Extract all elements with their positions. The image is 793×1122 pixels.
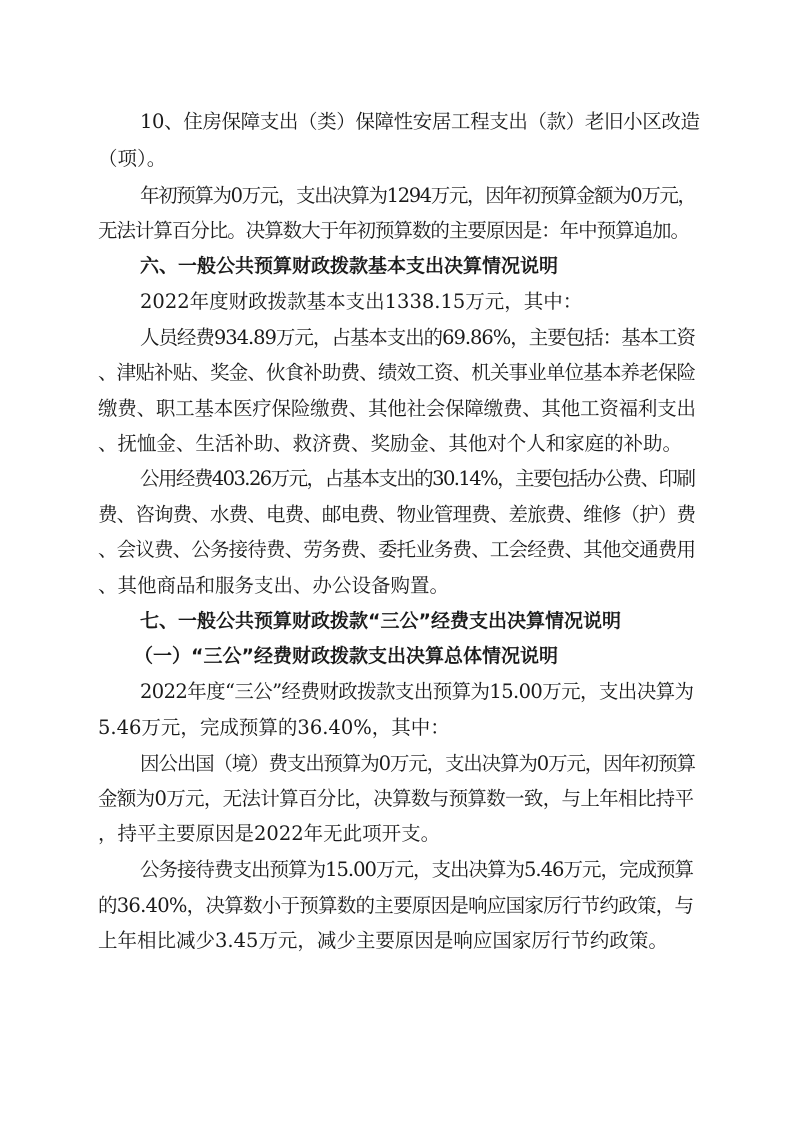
text-line: 2022年度财政拨款基本支出1338.15万元，其中：: [140, 290, 583, 313]
text-line: ，持平主要原因是2022年无此项开支。: [98, 822, 441, 845]
text-line: 、津贴补贴、奖金、伙食补助费、绩效工资、机关事业单位基本养老保险: [98, 361, 696, 384]
text-line: 上年相比减少3.45万元，减少主要原因是响应国家厉行节约政策。: [98, 929, 668, 952]
text-line: 、抚恤金、生活补助、救济费、奖励金、其他对个人和家庭的补助。: [98, 432, 682, 455]
text-line: 的36.40%，决算数小于预算数的主要原因是响应国家厉行节约政策，与: [98, 894, 694, 917]
text-line: 公用经费403.26万元，占基本支出的30.14%，主要包括办公费、印刷: [140, 467, 695, 490]
text-line: 、会议费、公务接待费、劳务费、委托业务费、工会经费、其他交通费用: [98, 538, 696, 561]
text-line: 因公出国（境）费支出预算为0万元，支出决算为0万元，因年初预算: [140, 752, 695, 775]
text-line: 无法计算百分比。决算数大于年初预算数的主要原因是：年中预算追加。: [98, 219, 689, 242]
text-line: 2022年度“三公”经费财政拨款支出预算为15.00万元，支出决算为: [140, 680, 694, 703]
text-line: 10、住房保障支出（类）保障性安居工程支出（款）老旧小区改造: [140, 110, 700, 133]
text-line: 、其他商品和服务支出、办公设备购置。: [98, 574, 450, 597]
subsection-heading-1: （一）“三公”经费财政拨款支出决算总体情况说明: [134, 645, 558, 667]
text-line: 费、咨询费、水费、电费、邮电费、物业管理费、差旅费、维修（护）费: [98, 503, 696, 526]
section-heading-6: 六、一般公共预算财政拨款基本支出决算情况说明: [140, 255, 559, 277]
text-line: 年初预算为0万元，支出决算为1294万元，因年初预算金额为0万元，: [140, 184, 696, 207]
text-line: 5.46万元，完成预算的36.40%，其中：: [98, 716, 450, 739]
text-line: （项）。: [98, 147, 167, 170]
text-line: 金额为0万元，无法计算百分比，决算数与预算数一致，与上年相比持平: [98, 787, 694, 810]
section-heading-7: 七、一般公共预算财政拨款“三公”经费支出决算情况说明: [140, 610, 621, 632]
text-line: 人员经费934.89万元，占基本支出的69.86%，主要包括：基本工资: [140, 326, 695, 349]
text-line: 缴费、职工基本医疗保险缴费、其他社会保障缴费、其他工资福利支出: [98, 397, 696, 420]
text-line: 公务接待费支出预算为15.00万元，支出决算为5.46万元，完成预算: [140, 858, 694, 881]
